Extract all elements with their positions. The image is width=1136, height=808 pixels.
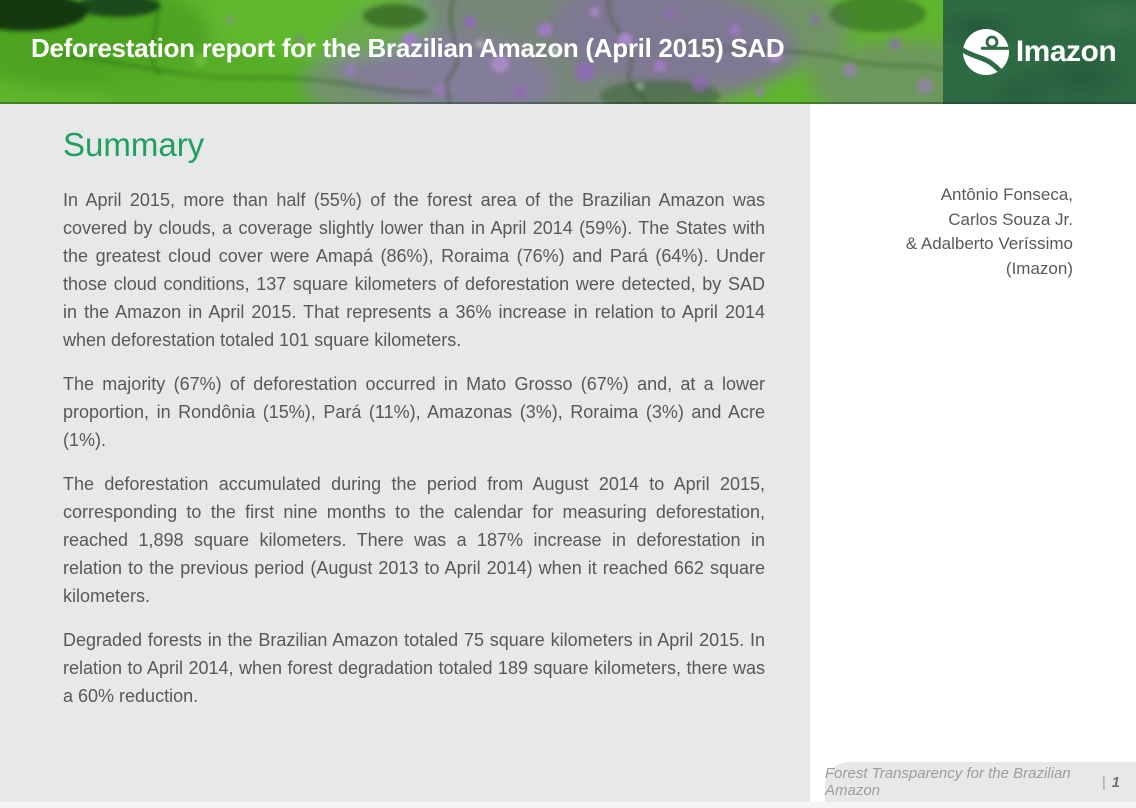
imazon-logo-icon <box>963 29 1009 75</box>
report-header <box>0 0 1136 104</box>
imazon-wordmark: Imazon <box>1015 35 1117 68</box>
footer-separator: | <box>1101 773 1106 791</box>
page-number: 1 <box>1111 773 1120 791</box>
summary-heading: Summary <box>63 126 205 163</box>
brand-panel <box>943 0 1136 104</box>
author-name-1: Antônio Fonseca, <box>940 185 1073 204</box>
summary-paragraph-1: In April 2015, more than half (55%) of the forest area of the Brazilian Amazon was covered by clouds, a coverage slightly lower than in April 2014 (59%). The States with the greatest cloud cover were Amapá (86%), Roraima (76%) and Pará (64%). Under those cloud conditions, 137 square kilometers of deforestation were detected, by SAD in the Amazon in April 2015. That represents a 36% increase in relation to April 2014 when deforestation totaled 101 square kilometers. <box>63 190 765 350</box>
bottom-strip <box>0 802 1136 808</box>
summary-paragraph-4: Degraded forests in the Brazilian Amazon totaled 75 square kilometers in April 2015. In relation to April 2014, when forest degradation totaled 189 square kilometers, there was a 60% reduction. <box>63 630 765 706</box>
page-footer <box>825 762 1136 802</box>
author-name-2: Carlos Souza Jr. <box>948 209 1073 229</box>
summary-paragraph-2: The majority (67%) of deforestation occurred in Mato Grosso (67%) and, at a lower proportion, in Rondônia (15%), Pará (11%), Amazonas (3%), Roraima (3%) and Acre (1%). <box>63 374 765 450</box>
footer-title: Forest Transparency for the Brazilian Amazon <box>825 765 1071 799</box>
summary-panel <box>0 104 810 802</box>
summary-paragraph-3: The deforestation accumulated during the period from August 2014 to April 2015, corresponding to the first nine months to the calendar for measuring deforestation, reached 1,898 square kilometers. There was a 187% increase in deforestation in relation to the previous period (August 2013 to April 2014) when it reached 662 square kilometers. <box>63 474 765 606</box>
author-name-3: & Adalberto Veríssimo <box>905 234 1073 253</box>
author-affiliation: (Imazon) <box>1005 258 1073 278</box>
author-block <box>906 183 1073 281</box>
report-title: Deforestation report for the Brazilian Amazon (April 2015) SAD <box>31 33 785 63</box>
